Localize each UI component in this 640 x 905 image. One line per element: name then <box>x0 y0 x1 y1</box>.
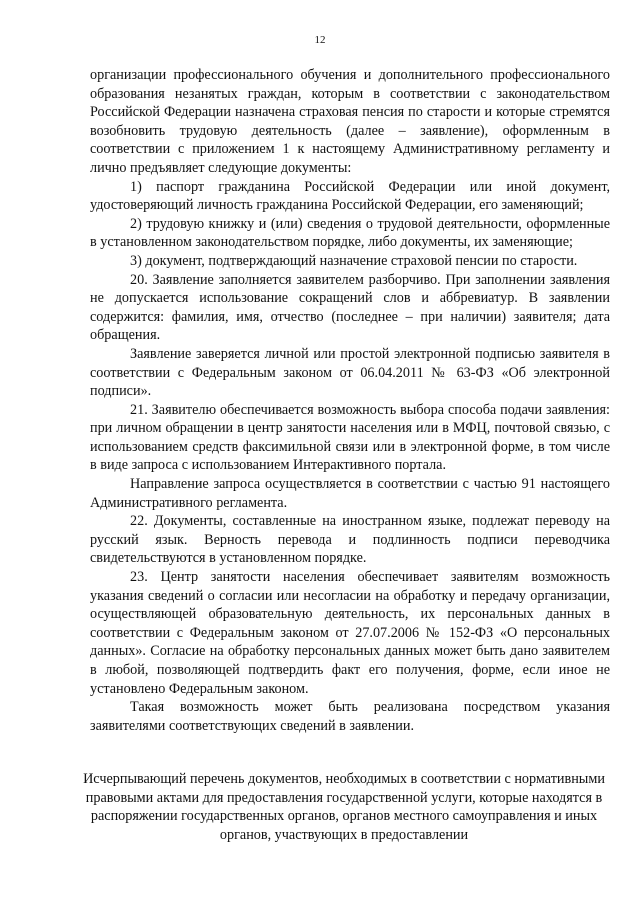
paragraph-request-direction: Направление запроса осуществляется в соответствии с частью 91 настоящего Административного регламента. <box>90 476 610 511</box>
paragraph-possibility: Такая возможность может быть реализована посредством указания заявителями соответствующих сведений в заявлении. <box>90 699 610 734</box>
paragraph-signature: Заявление заверяется личной или простой электронной подписью заявителя в соответствии с Федеральным законом от 06.04.2011 № 63-ФЗ «Об электронной подписи». <box>90 345 610 400</box>
list-item-work-record: 2) трудовую книжку и (или) сведения о трудовой деятельности, оформленные в установленном законодательством порядке, либо документы, их заменяющие; <box>90 215 610 251</box>
section-heading: Исчерпывающий перечень документов, необходимых в соответствии с нормативными правовыми актами для предоставления государственной услуги, которые находятся в распоряжении государственных органов, органов местного самоуправления и иных органов, участвующих в предоставлении <box>83 771 605 843</box>
paragraph-continuation: организации профессионального обучения и дополнительного профессионального образования незанятых граждан, которым в соответствии с законодательством Российской Федерации назначена страховая пенсия по старости и которые стремятся возобновить трудовую деятельность (далее – заявление), оформленным в соответствии с приложением 1 к настоящему Административному регламенту и лично предъявляет следующие документы: <box>90 67 610 176</box>
document-body <box>90 66 610 735</box>
list-item-pension-document: 3) документ, подтверждающий назначение страховой пенсии по старости. <box>130 252 578 269</box>
list-item-passport: 1) паспорт гражданина Российской Федерации или иной документ, удостоверяющий личность гражданина Российской Федерации, его заменяющий; <box>90 178 610 214</box>
paragraph-21: 21. Заявителю обеспечивается возможность выбора способа подачи заявления: при личном обращении в центр занятости населения или в МФЦ, почтовой связью, с использованием средств факсимильной связи или в электронной форме, в том числе в виде запроса с использованием Интерактивного портала. <box>90 401 610 474</box>
page-number: 12 <box>314 34 326 46</box>
paragraph-20: 20. Заявление заполняется заявителем разборчиво. При заполнении заявления не допускается использование сокращений слов и аббревиатур. В заявлении содержится: фамилия, имя, отчество (последнее – при наличии) заявителя; дата обращения. <box>90 271 610 344</box>
paragraph-23: 23. Центр занятости населения обеспечивает заявителям возможность указания сведений о согласии или несогласии на обработку и передачу организации, осуществляющей образовательную деятельность, их персональных данных в соответствии с Федеральным законом от 27.07.2006 № 152-ФЗ «О персональных данных». Согласие на обработку персональных данных может быть дано заявителем в любой, позволяющей подтвердить факт его получения, форме, если иное не установлено Федеральным законом. <box>90 569 610 697</box>
paragraph-22: 22. Документы, составленные на иностранном языке, подлежат переводу на русский язык. Верность перевода и подлинность подписи переводчика свидетельствуются в установленном порядке. <box>90 513 610 567</box>
